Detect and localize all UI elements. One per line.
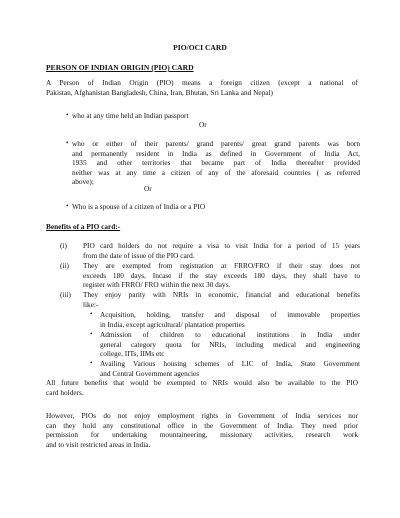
future-benefits-paragraph (46, 378, 358, 397)
closing-line: permission for undertaking mountaineering, missionary activities, research work (46, 430, 358, 440)
subitem-line: college, IITs, IIMs etc (100, 349, 165, 359)
criteria-line: who or either of their parents/ grand parents/ great grand parents was born (72, 139, 360, 148)
benefit-item-registration (83, 261, 360, 290)
document-title: PIO/OCI CARD (173, 43, 227, 52)
parity-subitem-housing (100, 359, 360, 378)
benefit-line: They enjoy parity with NRIs in economic, financial and educational benefits (83, 290, 360, 299)
bullet-icon: • (90, 359, 93, 367)
criteria-line: neither was at any time a citizen of any of the aforesaid countries ( as referred (72, 167, 360, 177)
closing-line: and to visit restricted areas in India. (46, 439, 151, 449)
bullet-icon: • (66, 202, 69, 210)
bullet-icon: • (66, 139, 69, 147)
benefits-heading: Benefits of a PIO card:- (46, 222, 121, 231)
bullet-icon: • (90, 310, 93, 318)
subitem-line: in India, except agricultural/ plantation properties (100, 319, 245, 329)
benefit-item-visa (83, 241, 360, 260)
intro-paragraph (46, 78, 358, 97)
benefit-line: like:- (83, 299, 99, 309)
benefit-line: exceeds 180 days, Incase if the stay exceeds 180 days, they shall have to (83, 270, 360, 280)
benefit-numeral: (ii) (60, 261, 69, 270)
criteria-line: above); (72, 177, 94, 187)
benefit-numeral: (iii) (60, 290, 71, 299)
subitem-line: and Central Government agencies (100, 368, 200, 378)
criteria-line: and permanently resident in India as defined in Government of India Act, (72, 148, 360, 158)
criteria-item-spouse: Who is a spouse of a citizen of India or a PIO (72, 202, 206, 211)
criteria-item-passport: who at any time held an Indian passport (72, 111, 189, 120)
future-line: All future benefits that would be exempted to NRIs would also be available to the PIO (46, 378, 358, 387)
criteria-line: 1935 and other territories that became part of India thereafter provided (72, 158, 360, 168)
closing-paragraph (46, 411, 358, 449)
intro-line: A Person of Indian Origin (PIO) means a foreign citizen (except a national of (46, 78, 358, 87)
benefit-line: PIO card holders do not require a visa to visit India for a period of 15 years (83, 241, 360, 250)
closing-line: However, PIOs do not enjoy employment rights in Government of India services nor (46, 411, 358, 420)
benefit-line: from the date of issue of the PIO card. (83, 250, 195, 260)
section-heading: PERSON OF INDIAN ORIGIN (PIO) CARD (46, 63, 194, 72)
criteria-item-birth (72, 139, 360, 187)
benefit-line: register with FRRO/ FRO within the next 30 days. (83, 280, 231, 290)
closing-line: can they hold any constitutional office in the Government of India. They need prior (46, 420, 358, 430)
benefit-numeral: (i) (60, 241, 67, 250)
benefit-item-parity (83, 290, 360, 309)
intro-line: Pakistan, Afghanistan Bangladesh, China, Iran, Bhutan, Sri Lanka and Nepal) (46, 87, 273, 97)
bullet-icon: • (90, 330, 93, 338)
subitem-line: Admission of children to educational institutions in India under (100, 330, 360, 339)
parity-subitem-property (100, 310, 360, 329)
parity-subitem-admission (100, 330, 360, 359)
subitem-line: general category quota for NRIs, including medical and engineering (100, 339, 360, 349)
subitem-line: Availing Various housing schemes of LIC of India, State Government (100, 359, 360, 368)
or-separator: Or (199, 120, 207, 129)
subitem-line: Acquisition, holding, transfer and disposal of immovable properties (100, 310, 360, 319)
bullet-icon: • (66, 111, 69, 119)
or-separator: Or (144, 184, 152, 193)
future-line: card holders. (46, 387, 84, 397)
benefit-line: They are exempted from registration at FRRO/FRO if their stay does not (83, 261, 360, 270)
